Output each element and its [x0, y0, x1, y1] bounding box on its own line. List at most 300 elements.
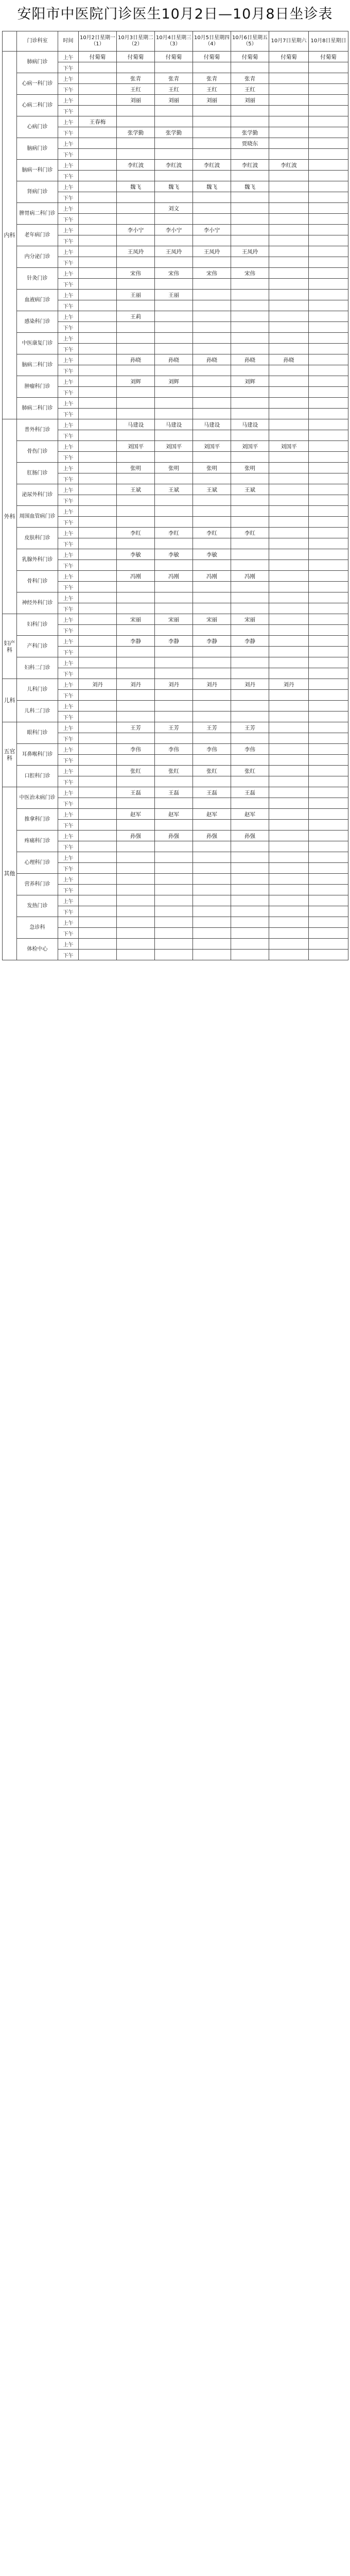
doctor-cell: [193, 647, 231, 657]
doctor-cell: [231, 841, 269, 852]
doctor-cell: [155, 279, 193, 290]
doctor-cell: 李小宁: [193, 225, 231, 235]
doctor-cell: 孙强: [193, 831, 231, 841]
doctor-cell: [79, 603, 117, 614]
doctor-cell: [79, 571, 117, 582]
doctor-cell: [117, 116, 155, 127]
session-cell: 上午: [58, 376, 79, 387]
doctor-cell: [309, 203, 348, 214]
doctor-cell: [269, 387, 309, 398]
doctor-cell: 宋伟: [231, 268, 269, 279]
doctor-cell: 张学勤: [155, 127, 193, 138]
doctor-cell: 冯刚: [155, 571, 193, 582]
department-cell: 内分泌门诊: [17, 246, 58, 268]
category-cell: 儿科: [3, 679, 17, 722]
doctor-cell: [231, 668, 269, 679]
doctor-cell: [269, 733, 309, 744]
doctor-cell: [79, 409, 117, 419]
doctor-cell: [193, 430, 231, 441]
doctor-cell: [79, 787, 117, 798]
doctor-cell: [117, 733, 155, 744]
schedule-row: [3, 52, 348, 62]
doctor-cell: 王凤玲: [155, 246, 193, 257]
doctor-cell: 赵军: [231, 809, 269, 820]
department-cell: 骨科门诊: [17, 571, 58, 592]
doctor-cell: [269, 149, 309, 160]
doctor-cell: [79, 214, 117, 225]
doctor-cell: 付菊菊: [155, 52, 193, 62]
header-cell: 10月5日星期四（4）: [193, 31, 231, 52]
department-cell: 感染科门诊: [17, 311, 58, 333]
doctor-cell: [193, 690, 231, 701]
doctor-cell: [309, 917, 348, 928]
doctor-cell: [79, 290, 117, 300]
doctor-cell: 王芳: [193, 722, 231, 733]
doctor-cell: [79, 939, 117, 950]
doctor-cell: [193, 116, 231, 127]
doctor-cell: [269, 614, 309, 625]
doctor-cell: 孙晓: [155, 354, 193, 365]
doctor-cell: [269, 290, 309, 300]
doctor-cell: [231, 755, 269, 766]
schedule-row: [3, 614, 348, 625]
doctor-cell: 马建设: [155, 419, 193, 430]
schedule-row: [3, 722, 348, 733]
doctor-cell: [309, 668, 348, 679]
doctor-cell: [309, 592, 348, 603]
doctor-cell: [269, 852, 309, 863]
doctor-cell: [79, 744, 117, 755]
doctor-cell: 李静: [155, 636, 193, 647]
doctor-cell: 王磊: [193, 787, 231, 798]
doctor-cell: [309, 549, 348, 560]
department-cell: 脑病二科门诊: [17, 354, 58, 376]
session-cell: 下午: [58, 149, 79, 160]
doctor-cell: 李伟: [117, 744, 155, 755]
session-cell: 上午: [58, 116, 79, 127]
doctor-cell: [309, 647, 348, 657]
doctor-cell: [309, 214, 348, 225]
doctor-cell: [269, 657, 309, 668]
schedule-row: [3, 506, 348, 517]
doctor-cell: [231, 906, 269, 917]
doctor-cell: [269, 235, 309, 246]
department-cell: 肾病门诊: [17, 181, 58, 203]
doctor-cell: 刘辉: [231, 376, 269, 387]
doctor-cell: 李红波: [269, 160, 309, 171]
doctor-cell: [193, 495, 231, 506]
doctor-cell: [79, 928, 117, 939]
doctor-cell: [231, 495, 269, 506]
doctor-cell: [79, 776, 117, 787]
doctor-cell: [79, 300, 117, 311]
doctor-cell: [155, 939, 193, 950]
doctor-cell: [269, 798, 309, 809]
doctor-cell: 李伟: [193, 744, 231, 755]
doctor-cell: [231, 647, 269, 657]
session-cell: 上午: [58, 657, 79, 668]
doctor-cell: [79, 279, 117, 290]
department-cell: 妇科门诊: [17, 614, 58, 636]
doctor-cell: 付菊菊: [117, 52, 155, 62]
doctor-cell: [309, 711, 348, 722]
doctor-cell: [79, 333, 117, 344]
session-cell: 下午: [58, 755, 79, 766]
department-cell: 急诊科: [17, 917, 58, 939]
doctor-cell: [155, 106, 193, 116]
session-cell: 上午: [58, 722, 79, 733]
doctor-cell: [309, 322, 348, 333]
doctor-cell: [117, 841, 155, 852]
doctor-cell: [117, 917, 155, 928]
doctor-cell: [231, 192, 269, 203]
category-cell: 其他: [3, 787, 17, 960]
department-cell: 心病二科门诊: [17, 95, 58, 116]
schedule-row: [3, 484, 348, 495]
doctor-cell: [309, 506, 348, 517]
doctor-cell: [117, 538, 155, 549]
department-cell: 心病门诊: [17, 116, 58, 138]
doctor-cell: [269, 452, 309, 463]
doctor-cell: [269, 495, 309, 506]
doctor-cell: [309, 950, 348, 960]
department-cell: 泌尿外科门诊: [17, 484, 58, 506]
session-cell: 上午: [58, 203, 79, 214]
doctor-cell: 张学勤: [231, 127, 269, 138]
session-cell: 下午: [58, 733, 79, 744]
doctor-cell: [269, 690, 309, 701]
doctor-cell: [309, 279, 348, 290]
doctor-cell: [193, 398, 231, 409]
schedule-row: [3, 809, 348, 820]
doctor-cell: [117, 820, 155, 831]
doctor-cell: 李红: [193, 528, 231, 538]
doctor-cell: [269, 106, 309, 116]
doctor-cell: [309, 333, 348, 344]
doctor-cell: [309, 863, 348, 874]
doctor-cell: [269, 398, 309, 409]
doctor-cell: [269, 950, 309, 960]
doctor-cell: [193, 138, 231, 149]
session-cell: 上午: [58, 311, 79, 322]
doctor-cell: [155, 657, 193, 668]
doctor-cell: [193, 235, 231, 246]
doctor-cell: [309, 354, 348, 365]
doctor-cell: [155, 690, 193, 701]
doctor-cell: 王红: [231, 84, 269, 95]
doctor-cell: [269, 711, 309, 722]
session-cell: 下午: [58, 690, 79, 701]
doctor-cell: [117, 203, 155, 214]
doctor-cell: 李伟: [231, 744, 269, 755]
doctor-cell: 王斌: [155, 484, 193, 495]
schedule-row: [3, 571, 348, 582]
doctor-cell: [79, 528, 117, 538]
doctor-cell: [269, 268, 309, 279]
doctor-cell: [231, 452, 269, 463]
doctor-cell: 张青: [155, 73, 193, 84]
doctor-cell: [193, 257, 231, 268]
doctor-cell: [193, 473, 231, 484]
doctor-cell: [155, 506, 193, 517]
doctor-cell: [155, 538, 193, 549]
doctor-cell: [193, 885, 231, 895]
doctor-cell: [79, 538, 117, 549]
doctor-cell: [79, 181, 117, 192]
doctor-cell: [117, 452, 155, 463]
doctor-cell: [309, 463, 348, 473]
doctor-cell: [309, 560, 348, 571]
schedule-table: [2, 31, 348, 960]
doctor-cell: [309, 106, 348, 116]
doctor-cell: [155, 300, 193, 311]
doctor-cell: [269, 365, 309, 376]
session-cell: 下午: [58, 192, 79, 203]
doctor-cell: [231, 657, 269, 668]
session-cell: 下午: [58, 106, 79, 116]
doctor-cell: 宋伟: [155, 268, 193, 279]
doctor-cell: 冯刚: [117, 571, 155, 582]
doctor-cell: [155, 647, 193, 657]
doctor-cell: 李小宁: [155, 225, 193, 235]
doctor-cell: [269, 246, 309, 257]
doctor-cell: 冯刚: [231, 571, 269, 582]
doctor-cell: 王芳: [117, 722, 155, 733]
doctor-cell: [117, 430, 155, 441]
doctor-cell: 李红: [117, 528, 155, 538]
schedule-row: [3, 95, 348, 106]
doctor-cell: [309, 874, 348, 885]
doctor-cell: [79, 950, 117, 960]
doctor-cell: 张明: [117, 463, 155, 473]
doctor-cell: [155, 192, 193, 203]
session-cell: 上午: [58, 225, 79, 235]
doctor-cell: [269, 582, 309, 592]
session-cell: 上午: [58, 528, 79, 538]
doctor-cell: [155, 874, 193, 885]
doctor-cell: [269, 636, 309, 647]
doctor-cell: [117, 560, 155, 571]
session-cell: 下午: [58, 430, 79, 441]
doctor-cell: [117, 149, 155, 160]
department-cell: 普外科门诊: [17, 419, 58, 441]
doctor-cell: [231, 290, 269, 300]
doctor-cell: [79, 820, 117, 831]
doctor-cell: [309, 755, 348, 766]
schedule-row: [3, 549, 348, 560]
doctor-cell: [231, 560, 269, 571]
doctor-cell: [79, 387, 117, 398]
doctor-cell: [231, 311, 269, 322]
doctor-cell: [193, 711, 231, 722]
doctor-cell: 刘国平: [117, 441, 155, 452]
doctor-cell: 王春梅: [79, 116, 117, 127]
doctor-cell: 马建设: [193, 419, 231, 430]
doctor-cell: [79, 430, 117, 441]
session-cell: 上午: [58, 831, 79, 841]
doctor-cell: 李小宁: [117, 225, 155, 235]
doctor-cell: [79, 863, 117, 874]
department-cell: 肿瘤科门诊: [17, 376, 58, 398]
doctor-cell: [117, 625, 155, 636]
doctor-cell: 刘国平: [155, 441, 193, 452]
doctor-cell: 赵军: [155, 809, 193, 820]
doctor-cell: [79, 84, 117, 95]
doctor-cell: [155, 149, 193, 160]
schedule-row: [3, 592, 348, 603]
session-cell: 下午: [58, 625, 79, 636]
doctor-cell: [79, 257, 117, 268]
doctor-cell: [117, 895, 155, 906]
session-cell: 下午: [58, 452, 79, 463]
doctor-cell: [309, 387, 348, 398]
doctor-cell: [155, 841, 193, 852]
doctor-cell: [269, 484, 309, 495]
doctor-cell: [117, 690, 155, 701]
doctor-cell: [231, 387, 269, 398]
session-cell: 上午: [58, 354, 79, 365]
doctor-cell: [309, 517, 348, 528]
session-cell: 下午: [58, 495, 79, 506]
doctor-cell: [155, 906, 193, 917]
doctor-cell: [309, 582, 348, 592]
doctor-cell: 刘国平: [231, 441, 269, 452]
doctor-cell: 张红: [155, 766, 193, 776]
doctor-cell: [193, 733, 231, 744]
doctor-cell: [309, 798, 348, 809]
doctor-cell: 孙晓: [193, 354, 231, 365]
doctor-cell: 宋丽: [231, 614, 269, 625]
doctor-cell: [269, 62, 309, 73]
doctor-cell: [117, 473, 155, 484]
session-cell: 上午: [58, 549, 79, 560]
doctor-cell: [231, 820, 269, 831]
doctor-cell: [309, 171, 348, 181]
doctor-cell: [155, 387, 193, 398]
doctor-cell: [309, 820, 348, 831]
session-cell: 上午: [58, 809, 79, 820]
header-cell: [3, 31, 17, 52]
doctor-cell: [155, 116, 193, 127]
doctor-cell: [155, 62, 193, 73]
doctor-cell: [79, 722, 117, 733]
doctor-cell: 魏飞: [231, 181, 269, 192]
doctor-cell: [193, 106, 231, 116]
department-cell: 针灸门诊: [17, 268, 58, 290]
doctor-cell: 赵军: [117, 809, 155, 820]
doctor-cell: [193, 625, 231, 636]
doctor-cell: [155, 776, 193, 787]
doctor-cell: [309, 690, 348, 701]
session-cell: 下午: [58, 300, 79, 311]
doctor-cell: 付菊菊: [79, 52, 117, 62]
doctor-cell: [155, 928, 193, 939]
department-cell: 中医康复门诊: [17, 333, 58, 354]
doctor-cell: [155, 138, 193, 149]
doctor-cell: [117, 495, 155, 506]
doctor-cell: 刘丽: [231, 95, 269, 106]
schedule-row: [3, 636, 348, 647]
session-cell: 下午: [58, 257, 79, 268]
doctor-cell: [309, 84, 348, 95]
doctor-cell: 魏飞: [193, 181, 231, 192]
doctor-cell: [309, 311, 348, 322]
doctor-cell: [155, 517, 193, 528]
doctor-cell: 王磊: [155, 787, 193, 798]
doctor-cell: [79, 452, 117, 463]
doctor-cell: [231, 863, 269, 874]
department-cell: 乳腺外科门诊: [17, 549, 58, 571]
doctor-cell: [231, 917, 269, 928]
doctor-cell: [155, 398, 193, 409]
doctor-cell: [155, 668, 193, 679]
doctor-cell: 魏飞: [155, 181, 193, 192]
doctor-cell: [193, 506, 231, 517]
doctor-cell: [269, 549, 309, 560]
doctor-cell: [155, 365, 193, 376]
schedule-row: [3, 311, 348, 322]
doctor-cell: [309, 160, 348, 171]
doctor-cell: [117, 279, 155, 290]
doctor-cell: [231, 409, 269, 419]
doctor-cell: [269, 528, 309, 538]
doctor-cell: [309, 906, 348, 917]
doctor-cell: 刘国平: [269, 441, 309, 452]
session-cell: 上午: [58, 895, 79, 906]
doctor-cell: [79, 657, 117, 668]
doctor-cell: [79, 138, 117, 149]
doctor-cell: [231, 928, 269, 939]
doctor-cell: [231, 885, 269, 895]
session-cell: 上午: [58, 246, 79, 257]
doctor-cell: [79, 171, 117, 181]
doctor-cell: [117, 711, 155, 722]
doctor-cell: [193, 517, 231, 528]
session-cell: 下午: [58, 279, 79, 290]
doctor-cell: [269, 409, 309, 419]
doctor-cell: [309, 895, 348, 906]
doctor-cell: [79, 376, 117, 387]
doctor-cell: [79, 192, 117, 203]
session-cell: 上午: [58, 852, 79, 863]
doctor-cell: [155, 235, 193, 246]
doctor-cell: [309, 246, 348, 257]
doctor-cell: 王红: [155, 84, 193, 95]
doctor-cell: [79, 419, 117, 430]
doctor-cell: [79, 235, 117, 246]
doctor-cell: 孙晓: [269, 354, 309, 365]
doctor-cell: [269, 214, 309, 225]
page-title: 安阳市中医院门诊医生10月2日—10月8日坐诊表: [17, 6, 333, 22]
doctor-cell: 张青: [117, 73, 155, 84]
session-cell: 上午: [58, 787, 79, 798]
doctor-cell: [269, 592, 309, 603]
doctor-cell: [193, 755, 231, 766]
doctor-cell: 王磊: [231, 787, 269, 798]
department-cell: 老年病门诊: [17, 225, 58, 246]
doctor-cell: [309, 625, 348, 636]
doctor-cell: [193, 344, 231, 354]
doctor-cell: [117, 517, 155, 528]
schedule-row: [3, 679, 348, 690]
doctor-cell: [79, 582, 117, 592]
doctor-cell: 王丽: [117, 290, 155, 300]
doctor-cell: [79, 917, 117, 928]
session-cell: 上午: [58, 268, 79, 279]
doctor-cell: [117, 398, 155, 409]
department-cell: 脾胃病二科门诊: [17, 203, 58, 225]
doctor-cell: [309, 809, 348, 820]
